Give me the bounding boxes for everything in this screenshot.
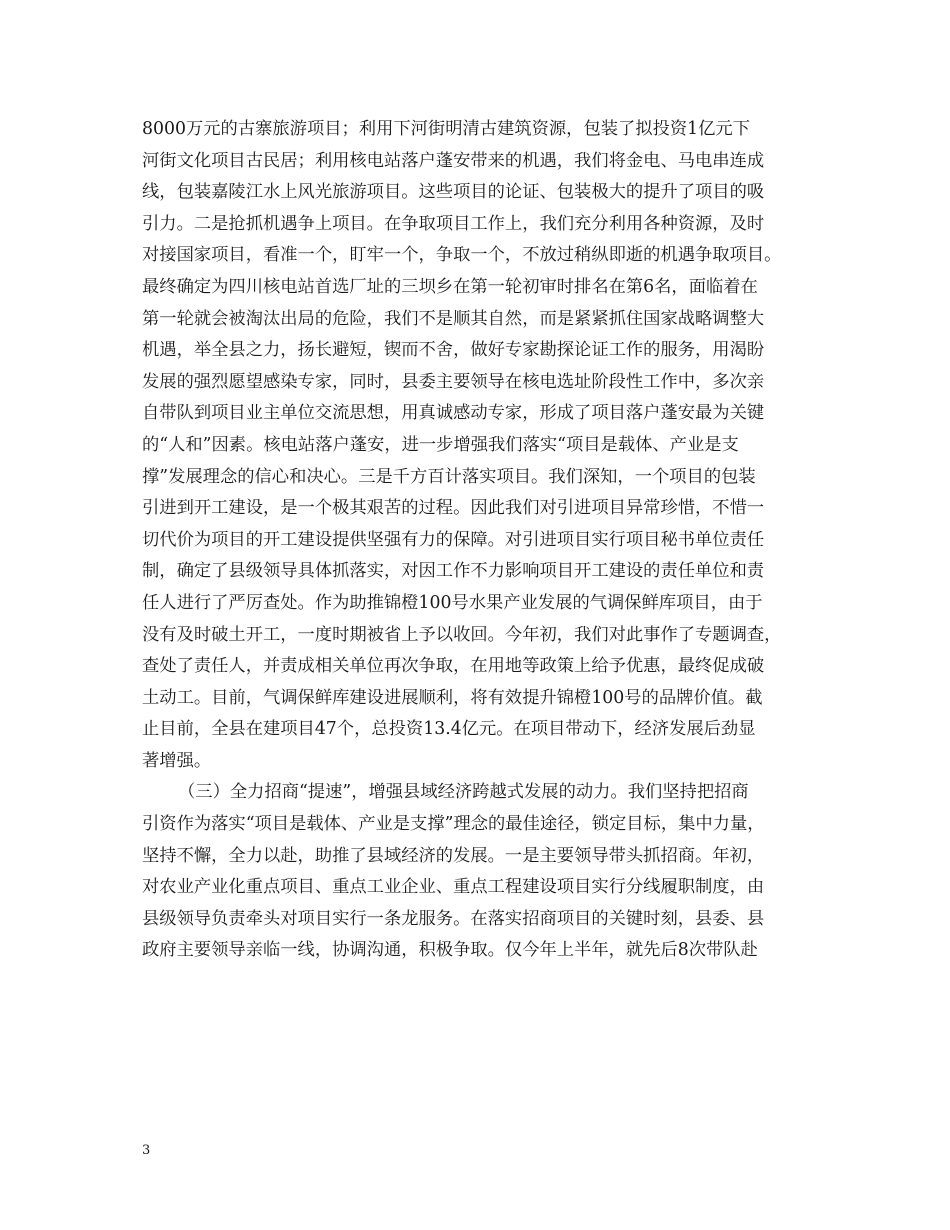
text-line: 8000万元的古寨旅游项目；利用下河街明清古建筑资源，包装了拟投资1亿元下 [142, 119, 750, 139]
text-line: 引进到开工建设，是一个极其艰苦的过程。因此我们对引进项目异常珍惜，不惜一 [142, 498, 765, 519]
text-line: 的“人和”因素。核电站落户蓬安，进一步增强我们落实“项目是载体、产业是支 [142, 434, 739, 455]
text-line: 线，包装嘉陵江水上风光旅游项目。这些项目的论证、包装极大的提升了项目的吸 [142, 182, 765, 203]
text-line: 引资作为落实“项目是载体、产业是支撑”理念的最佳途径，锁定目标，集中力量， [142, 814, 765, 835]
text-line: 坚持不懈，全力以赴，助推了县域经济的发展。一是主要领导带头抓招商。年初， [142, 845, 765, 866]
text-line: 土动工。目前，气调保鲜库建设进展顺利，将有效提升锦橙100号的品牌价值。截 [142, 687, 763, 708]
text-line: 制，确定了县级领导具体抓落实，对因工作不力影响项目开工建设的责任单位和责 [142, 561, 765, 582]
text-line: 机遇，举全县之力，扬长避短，锲而不舍，做好专家勘探论证工作的服务，用渴盼 [142, 340, 765, 361]
text-line: 自带队到项目业主单位交流思想，用真诚感动专家，形成了项目落户蓬安最为关键 [142, 403, 765, 424]
text-line: 撑”发展理念的信心和决心。三是千方百计落实项目。我们深知，一个项目的包装 [142, 466, 756, 487]
text-line: 河街文化项目古民居；利用核电站落户蓬安带来的机遇，我们将金电、马电串连成 [142, 150, 765, 171]
text-line: 切代价为项目的开工建设提供坚强有力的保障。对引进项目实行项目秘书单位责任 [142, 529, 765, 550]
text-line: 政府主要领导亲临一线，协调沟通，积极争取。仅今年上半年，就先后8次带队赴 [142, 940, 758, 961]
paragraph-start-line: （三）全力招商“提速”，增强县域经济跨越式发展的动力。我们坚持把招商 [178, 782, 749, 803]
text-line: 发展的强烈愿望感染专家，同时，县委主要领导在核电选址阶段性工作中，多次亲 [142, 371, 765, 392]
text-line: 止目前，全县在建项目47个，总投资13.4亿元。在项目带动下，经济发展后劲显 [142, 719, 756, 740]
text-line: 没有及时破土开工，一度时期被省上予以收回。今年初，我们对此事作了专题调查， [142, 624, 782, 645]
text-line: 第一轮就会被淘汰出局的危险，我们不是顺其自然，而是紧紧抓住国家战略调整大 [142, 308, 765, 329]
text-line: 对农业产业化重点项目、重点工业企业、重点工程建设项目实行分线履职制度，由 [142, 877, 765, 898]
text-line: 对接国家项目，看准一个，盯牢一个，争取一个，不放过稍纵即逝的机遇争取项目。 [142, 245, 782, 266]
text-line: 引力。二是抢抓机遇争上项目。在争取项目工作上，我们充分利用各种资源，及时 [142, 213, 765, 234]
text-line: 查处了责任人，并责成相关单位再次争取，在用地等政策上给予优惠，最终促成破 [142, 656, 765, 677]
page-number: 3 [142, 1143, 151, 1158]
text-line: 最终确定为四川核电站首选厂址的三坝乡在第一轮初审时排名在第6名，面临着在 [142, 276, 758, 297]
body-text [142, 114, 822, 967]
text-line: 著增强。 [142, 750, 212, 771]
text-line: 县级领导负责牵头对项目实行一条龙服务。在落实招商项目的关键时刻，县委、县 [142, 908, 765, 929]
text-line: 任人进行了严厉查处。作为助推锦橙100号水果产业发展的气调保鲜库项目，由于 [142, 592, 763, 613]
